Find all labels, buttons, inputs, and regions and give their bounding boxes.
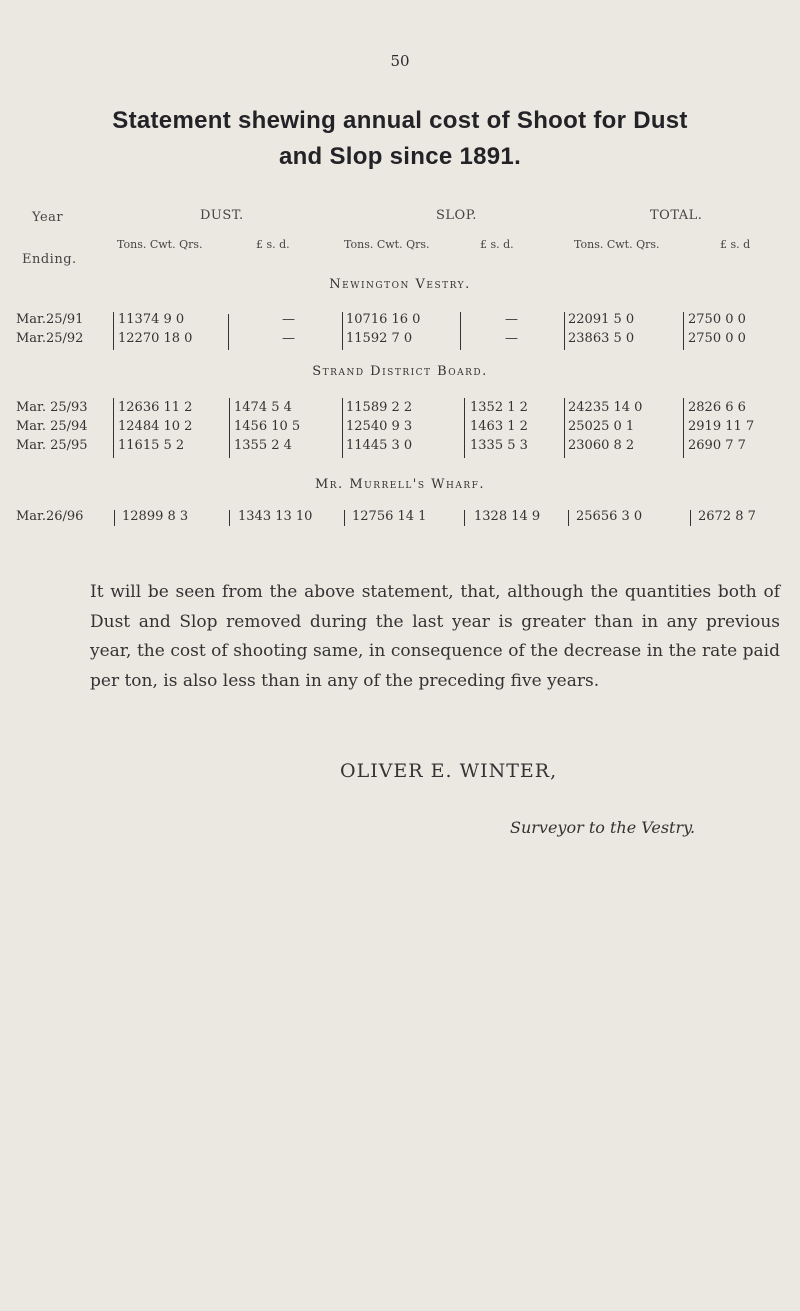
column-divider bbox=[113, 312, 114, 350]
signature-role: Surveyor to the Vestry. bbox=[510, 818, 696, 837]
header-slop-tons: Tons. Cwt. Qrs. bbox=[344, 238, 430, 251]
total-cost-cell: 2750 0 0 bbox=[688, 312, 746, 327]
year-cell: Mar. 25/93 bbox=[16, 400, 88, 415]
header-total-tons: Tons. Cwt. Qrs. bbox=[574, 238, 660, 251]
total-tons-cell: 23060 8 2 bbox=[568, 438, 635, 453]
total-tons-cell: 25656 3 0 bbox=[576, 509, 643, 524]
title-line-2: and Slop since 1891. bbox=[278, 143, 522, 170]
slop-cost-cell: — bbox=[505, 331, 518, 346]
column-divider bbox=[228, 314, 229, 350]
total-tons-cell: 22091 5 0 bbox=[568, 312, 635, 327]
dust-cost-cell: — bbox=[282, 331, 295, 346]
column-divider bbox=[229, 510, 230, 526]
total-cost-cell: 2826 6 6 bbox=[688, 400, 746, 415]
column-divider bbox=[683, 312, 684, 350]
title-line-1: Statement shewing annual cost of Shoot for Dust bbox=[112, 107, 688, 134]
column-divider bbox=[344, 510, 345, 526]
total-cost-cell: 2919 11 7 bbox=[688, 419, 755, 434]
year-cell: Mar. 25/94 bbox=[16, 419, 88, 434]
dust-tons-cell: 12899 8 3 bbox=[122, 509, 189, 524]
year-cell: Mar.25/92 bbox=[16, 331, 84, 346]
slop-tons-cell: 12756 14 1 bbox=[352, 509, 427, 524]
slop-cost-cell: 1463 1 2 bbox=[470, 419, 528, 434]
column-divider bbox=[568, 510, 569, 526]
total-cost-cell: 2690 7 7 bbox=[688, 438, 746, 453]
section-title-newington: Newington Vestry. bbox=[329, 277, 471, 292]
dust-tons-cell: 12270 18 0 bbox=[118, 331, 193, 346]
header-slop: SLOP. bbox=[436, 208, 477, 223]
column-divider bbox=[114, 510, 115, 526]
slop-tons-cell: 12540 9 3 bbox=[346, 419, 413, 434]
year-cell: Mar.25/91 bbox=[16, 312, 84, 327]
dust-cost-cell: 1456 10 5 bbox=[234, 419, 301, 434]
column-divider bbox=[464, 510, 465, 526]
year-cell: Mar.26/96 bbox=[16, 509, 84, 524]
total-tons-cell: 24235 14 0 bbox=[568, 400, 643, 415]
dust-cost-cell: 1474 5 4 bbox=[234, 400, 292, 415]
page-number: 50 bbox=[390, 52, 410, 70]
column-divider bbox=[229, 398, 230, 458]
column-divider bbox=[113, 398, 114, 458]
column-divider bbox=[564, 312, 565, 350]
header-ending: Ending. bbox=[22, 252, 77, 267]
column-divider bbox=[564, 398, 565, 458]
header-dust-money: £ s. d. bbox=[256, 238, 290, 251]
header-dust: DUST. bbox=[200, 208, 244, 223]
column-divider bbox=[683, 398, 684, 458]
slop-cost-cell: 1352 1 2 bbox=[470, 400, 528, 415]
dust-tons-cell: 12484 10 2 bbox=[118, 419, 193, 434]
dust-tons-cell: 11374 9 0 bbox=[118, 312, 185, 327]
signature-name: OLIVER E. WINTER, bbox=[340, 760, 558, 782]
total-cost-cell: 2672 8 7 bbox=[698, 509, 756, 524]
year-cell: Mar. 25/95 bbox=[16, 438, 88, 453]
slop-tons-cell: 11445 3 0 bbox=[346, 438, 413, 453]
slop-tons-cell: 11589 2 2 bbox=[346, 400, 413, 415]
section-title-strand: Strand District Board. bbox=[312, 364, 488, 379]
dust-cost-cell: 1355 2 4 bbox=[234, 438, 292, 453]
column-divider bbox=[464, 398, 465, 458]
slop-tons-cell: 11592 7 0 bbox=[346, 331, 413, 346]
dust-cost-cell: 1343 13 10 bbox=[238, 509, 313, 524]
slop-cost-cell: — bbox=[505, 312, 518, 327]
total-cost-cell: 2750 0 0 bbox=[688, 331, 746, 346]
page-title bbox=[20, 103, 780, 175]
column-divider bbox=[342, 312, 343, 350]
dust-tons-cell: 11615 5 2 bbox=[118, 438, 185, 453]
header-year: Year bbox=[32, 210, 64, 225]
summary-paragraph: It will be seen from the above statement, that, although the quantities both of Dust and Slop removed during the last year is greater than in any previous year, the cost of shooting same, in consequence of the decrease in the rate paid per ton, is also less than in any of the preceding five years. bbox=[90, 582, 780, 691]
header-total: TOTAL. bbox=[650, 208, 703, 223]
column-divider bbox=[690, 510, 691, 526]
header-total-money: £ s. d bbox=[720, 238, 751, 251]
header-slop-money: £ s. d. bbox=[480, 238, 514, 251]
slop-cost-cell: 1328 14 9 bbox=[474, 509, 541, 524]
column-divider bbox=[460, 312, 461, 350]
dust-cost-cell: — bbox=[282, 312, 295, 327]
slop-cost-cell: 1335 5 3 bbox=[470, 438, 528, 453]
total-tons-cell: 25025 0 1 bbox=[568, 419, 635, 434]
dust-tons-cell: 12636 11 2 bbox=[118, 400, 193, 415]
slop-tons-cell: 10716 16 0 bbox=[346, 312, 421, 327]
total-tons-cell: 23863 5 0 bbox=[568, 331, 635, 346]
column-divider bbox=[342, 398, 343, 458]
section-title-murrell: Mr. Murrell's Wharf. bbox=[314, 477, 486, 492]
header-dust-tons: Tons. Cwt. Qrs. bbox=[117, 238, 203, 251]
